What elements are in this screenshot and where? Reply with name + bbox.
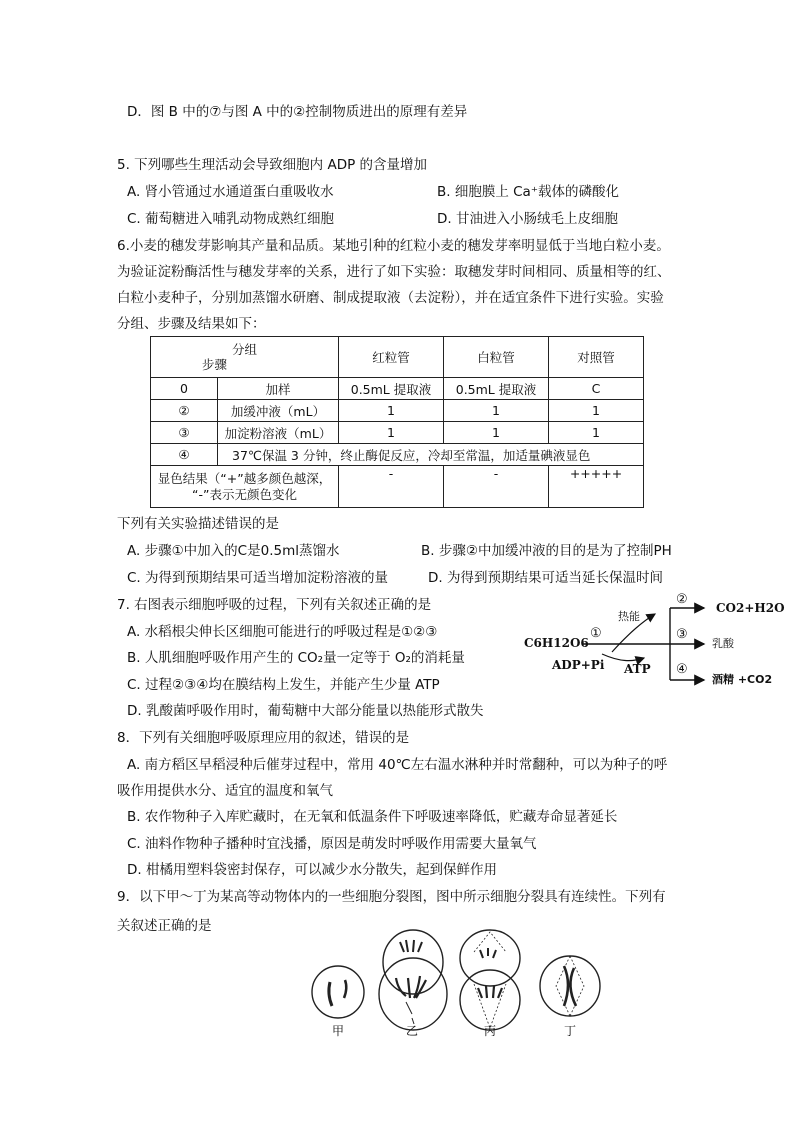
- table-row: [151, 378, 644, 400]
- table-header-diagonal-cell: [151, 337, 339, 378]
- respiration-diagram: [520, 592, 790, 694]
- label-ding: 丁: [564, 1024, 577, 1038]
- q5-option-d: D. 甘油进入小肠绒毛上皮细胞: [437, 211, 618, 227]
- q5-option-a: A. 肾小管通过水通道蛋白重吸收水: [127, 184, 334, 200]
- result-white: -: [444, 466, 549, 508]
- atp-curve: [602, 654, 644, 661]
- q8-option-a-1: A. 南方稻区早稻浸种后催芽过程中，常用 40℃左右温水淋种并时常翻种，可以为种子的呼: [127, 757, 668, 773]
- step2-label: ②: [676, 592, 688, 607]
- header-group: 分组: [231, 342, 257, 357]
- q6-option-a: A. 步骤①中加入的C是0.5ml蒸馏水: [127, 543, 340, 559]
- q9-stem-2: 关叙述正确的是: [117, 918, 212, 934]
- row-control: 1: [549, 422, 644, 444]
- substrate-label: C6H12O6: [524, 636, 589, 650]
- product4-label: 酒精 +CO2: [712, 673, 773, 686]
- q6-option-d: D. 为得到预期结果可适当延长保温时间: [428, 570, 663, 586]
- result-label-1: 显色结果（“+”越多颜色越深，: [157, 470, 332, 486]
- step4-label: ④: [676, 662, 688, 677]
- row-no: 0: [151, 378, 218, 400]
- row-white: 0.5mL 提取液: [444, 378, 549, 400]
- q8-option-c: C. 油料作物种子播种时宜浅播，原因是萌发时呼吸作用需要大量氧气: [127, 836, 537, 852]
- row-step: 加淀粉溶液（mL）: [218, 422, 339, 444]
- product2-label: CO2+H2O: [716, 601, 785, 615]
- label-bing: 丙: [484, 1024, 497, 1038]
- header-step: 步骤: [201, 357, 227, 372]
- row-step: 加样: [218, 378, 339, 400]
- row-no: ③: [151, 422, 218, 444]
- q6-stem-3: 白粒小麦种子，分别加蒸馏水研磨、制成提取液（去淀粉），并在适宜条件下进行实验。实验: [117, 290, 664, 306]
- product3-label: 乳酸: [712, 637, 734, 650]
- q6-stem-4: 分组、步骤及结果如下：: [117, 316, 266, 332]
- row-no: ②: [151, 400, 218, 422]
- row-no: ④: [151, 444, 218, 466]
- header-red: 红粒管: [339, 337, 444, 378]
- cell-division-figures: [308, 922, 618, 1042]
- row-step: 加缓冲液（mL）: [218, 400, 339, 422]
- q5-stem: 5. 下列哪些生理活动会导致细胞内 ADP 的含量增加: [117, 157, 428, 173]
- cell-bing: [460, 930, 520, 1030]
- header-white: 白粒管: [444, 337, 549, 378]
- adp-label: ADP+Pi: [552, 658, 605, 672]
- result-red: -: [339, 466, 444, 508]
- atp-label: ATP: [624, 662, 651, 676]
- row-white: 1: [444, 400, 549, 422]
- q4-option-d: D．图 B 中的⑦与图 A 中的②控制物质进出的原理有差异: [127, 104, 468, 120]
- row-step-merged: 37℃保温 3 分钟，终止酶促反应，冷却至常温，加适量碘液显色: [218, 444, 644, 466]
- row-white: 1: [444, 422, 549, 444]
- q8-option-a-2: 吸作用提供水分、适宜的温度和氧气: [117, 783, 333, 799]
- step3-label: ③: [676, 627, 688, 642]
- q8-option-d: D. 柑橘用塑料袋密封保存，可以减少水分散失，起到保鲜作用: [127, 862, 497, 878]
- cell-jia: [312, 966, 364, 1018]
- q6-option-b: B. 步骤②中加缓冲液的目的是为了控制PH: [421, 543, 672, 559]
- result-label-cell: [151, 466, 339, 508]
- q5-option-b: B. 细胞膜上 Ca⁺载体的磷酸化: [437, 184, 619, 200]
- q8-option-b: B. 农作物种子入库贮藏时，在无氧和低温条件下呼吸速率降低，贮藏寿命显著延长: [127, 809, 618, 825]
- q5-option-c: C. 葡萄糖进入哺乳动物成熟红细胞: [127, 211, 335, 227]
- result-label-2: “-”表示无颜色变化: [192, 486, 297, 502]
- q8-stem: 8．下列有关细胞呼吸原理应用的叙述，错误的是: [117, 730, 410, 746]
- row-red: 1: [339, 400, 444, 422]
- cell-ding: [540, 956, 600, 1016]
- q7-option-c: C. 过程②③④均在膜结构上发生，并能产生少量 ATP: [127, 677, 440, 693]
- q6-option-c: C. 为得到预期结果可适当增加淀粉溶液的量: [127, 570, 389, 586]
- row-control: C: [549, 378, 644, 400]
- q6-question: 下列有关实验描述错误的是: [117, 516, 279, 532]
- row-control: 1: [549, 400, 644, 422]
- row-red: 0.5mL 提取液: [339, 378, 444, 400]
- header-control: 对照管: [549, 337, 644, 378]
- heat-label: 热能: [618, 610, 640, 623]
- q7-stem: 7. 右图表示细胞呼吸的过程，下列有关叙述正确的是: [117, 597, 432, 613]
- q7-option-b: B. 人肌细胞呼吸作用产生的 CO₂量一定等于 O₂的消耗量: [127, 650, 465, 666]
- experiment-table: [150, 336, 644, 508]
- result-control: +++++: [549, 466, 644, 508]
- table-row: [151, 400, 644, 422]
- q7-option-a: A. 水稻根尖伸长区细胞可能进行的呼吸过程是①②③: [127, 624, 438, 640]
- label-yi: 乙: [406, 1024, 419, 1038]
- cell-yi: [379, 930, 447, 1030]
- q9-stem-1: 9．以下甲～丁为某高等动物体内的一些细胞分裂图，图中所示细胞分裂具有连续性。下列有: [117, 889, 666, 905]
- table-row: [151, 422, 644, 444]
- table-row: [151, 444, 644, 466]
- q6-stem-2: 为验证淀粉酶活性与穗发芽率的关系，进行了如下实验：取穗发芽时间相同、质量相等的红、: [117, 264, 671, 280]
- q6-stem-1: 6.小麦的穗发芽影响其产量和品质。某地引种的红粒小麦的穗发芽率明显低于当地白粒小麦。: [117, 238, 670, 254]
- table-row-result: [151, 466, 644, 508]
- q7-option-d: D. 乳酸菌呼吸作用时，葡萄糖中大部分能量以热能形式散失: [127, 703, 484, 719]
- row-red: 1: [339, 422, 444, 444]
- label-jia: 甲: [332, 1024, 345, 1038]
- step1-label: ①: [590, 626, 602, 641]
